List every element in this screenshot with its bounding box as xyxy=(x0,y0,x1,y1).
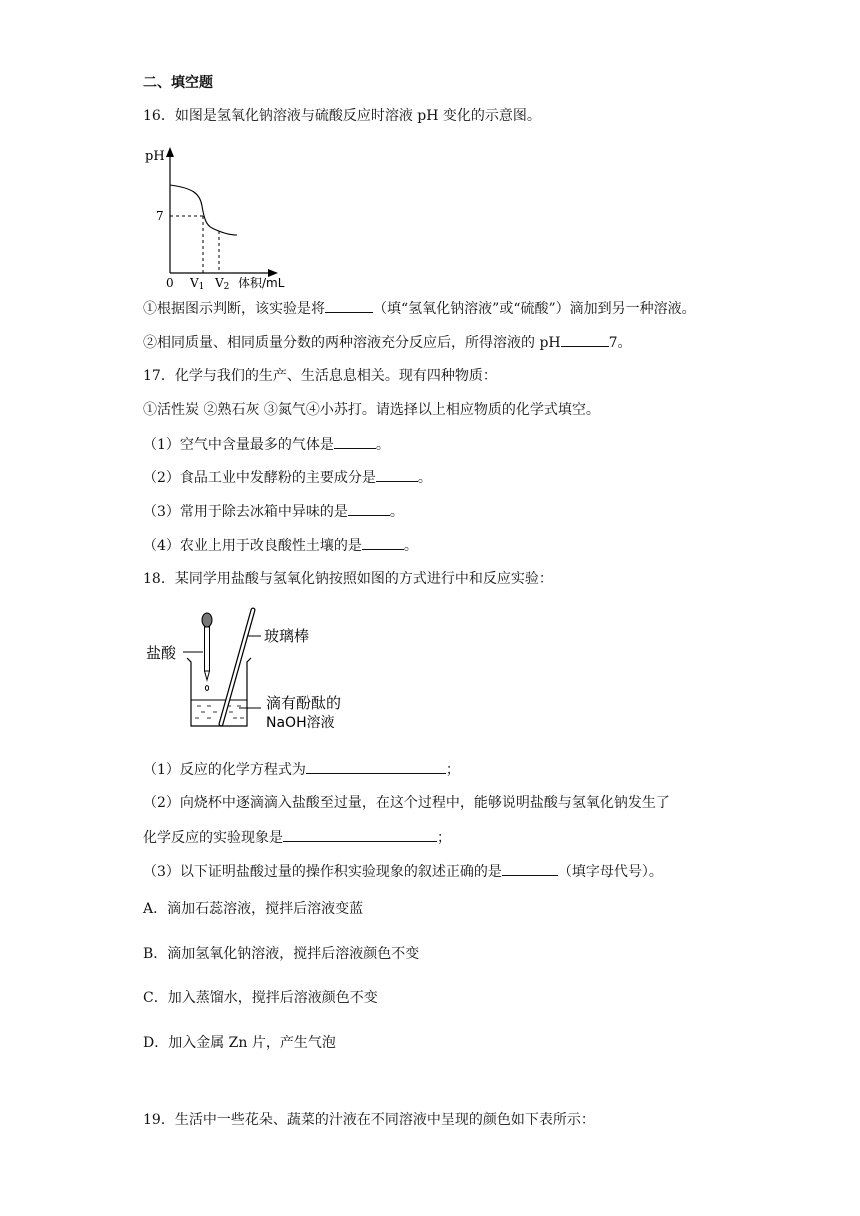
q16-item2: ②相同质量、相同质量分数的两种溶液充分反应后，所得溶液的 pH 7。 xyxy=(143,332,632,353)
acid-label: 盐酸 xyxy=(146,644,177,662)
ph-curve xyxy=(170,185,237,235)
ph-graph xyxy=(142,143,302,292)
origin-label: 0 xyxy=(166,276,174,290)
q16-item1: ①根据图示判断，该实验是将 （填“氢氧化钠溶液”或“硫酸”）滴加到另一种溶液。 xyxy=(143,298,696,319)
y-tick-7: 7 xyxy=(156,209,164,223)
option-c[interactable]: C．加入蒸馏水，搅拌后溶液颜色不变 xyxy=(143,990,378,1006)
answer-blank[interactable] xyxy=(283,827,437,842)
option-b[interactable]: B．滴加氢氧化钠溶液，搅拌后溶液颜色不变 xyxy=(143,946,420,962)
q17-sub2: （2）食品工业中发酵粉的主要成分是 。 xyxy=(143,467,432,488)
y-axis-label: pH xyxy=(145,149,165,164)
q17-sub1: （1）空气中含量最多的气体是 。 xyxy=(143,434,390,455)
q19-stem: 19．生活中一些花朵、蔬菜的汁液在不同溶液中呈现的颜色如下表所示： xyxy=(143,1112,595,1128)
dropper-bulb xyxy=(202,613,212,627)
option-a[interactable]: A．滴加石蕊溶液，搅拌后溶液变蓝 xyxy=(143,901,364,917)
beaker-figure xyxy=(143,606,363,736)
q18-sub3: （3）以下证明盐酸过量的操作积实验现象的叙述正确的是 （填字母代号）。 xyxy=(143,861,663,882)
x-mark-v1: V1 xyxy=(190,276,205,292)
option-d[interactable]: D．加入金属 Zn 片，产生气泡 xyxy=(143,1035,336,1051)
q16-stem: 16．如图是氢氧化钠溶液与硫酸反应时溶液 pH 变化的示意图。 xyxy=(143,108,541,124)
solution-hatch xyxy=(195,706,244,718)
solution-label-1: 滴有酚酞的 xyxy=(266,694,342,712)
q18-sub2-line2: 化学反应的实验现象是 ； xyxy=(143,827,451,848)
answer-blank[interactable] xyxy=(561,332,609,347)
answer-blank[interactable] xyxy=(348,501,390,516)
glass-rod-label: 玻璃棒 xyxy=(264,627,310,645)
solution-label-2: NaOH溶液 xyxy=(266,715,335,731)
q17-sub3: （3）常用于除去冰箱中异味的是 。 xyxy=(143,501,404,522)
q17-list: ①活性炭 ②熟石灰 ③氮气④小苏打。请选择以上相应物质的化学式填空。 xyxy=(143,402,600,418)
x-mark-v2: V2 xyxy=(215,276,230,292)
q18-stem: 18．某同学用盐酸与氢氧化钠按照如图的方式进行中和反应实验： xyxy=(143,571,553,587)
section-title: 二、填空题 xyxy=(143,75,213,91)
answer-blank[interactable] xyxy=(306,759,446,774)
q17-stem: 17．化学与我们的生产、生活息息相关。现有四种物质： xyxy=(143,368,497,384)
answer-blank[interactable] xyxy=(376,467,418,482)
x-axis-label: 体积/mL xyxy=(238,276,285,290)
answer-blank[interactable] xyxy=(362,535,404,550)
q18-sub2-line1: （2）向烧杯中逐滴滴入盐酸至过量，在这个过程中，能够说明盐酸与氢氧化钠发生了 xyxy=(143,795,670,811)
answer-blank[interactable] xyxy=(502,861,558,876)
dropper-tube xyxy=(205,627,210,671)
answer-blank[interactable] xyxy=(325,298,373,313)
q17-sub4: （4）农业上用于改良酸性土壤的是 。 xyxy=(143,535,418,556)
q18-sub1: （1）反应的化学方程式为 ； xyxy=(143,759,460,780)
beaker xyxy=(187,658,251,726)
acid-drop xyxy=(205,686,208,691)
answer-blank[interactable] xyxy=(334,434,376,449)
